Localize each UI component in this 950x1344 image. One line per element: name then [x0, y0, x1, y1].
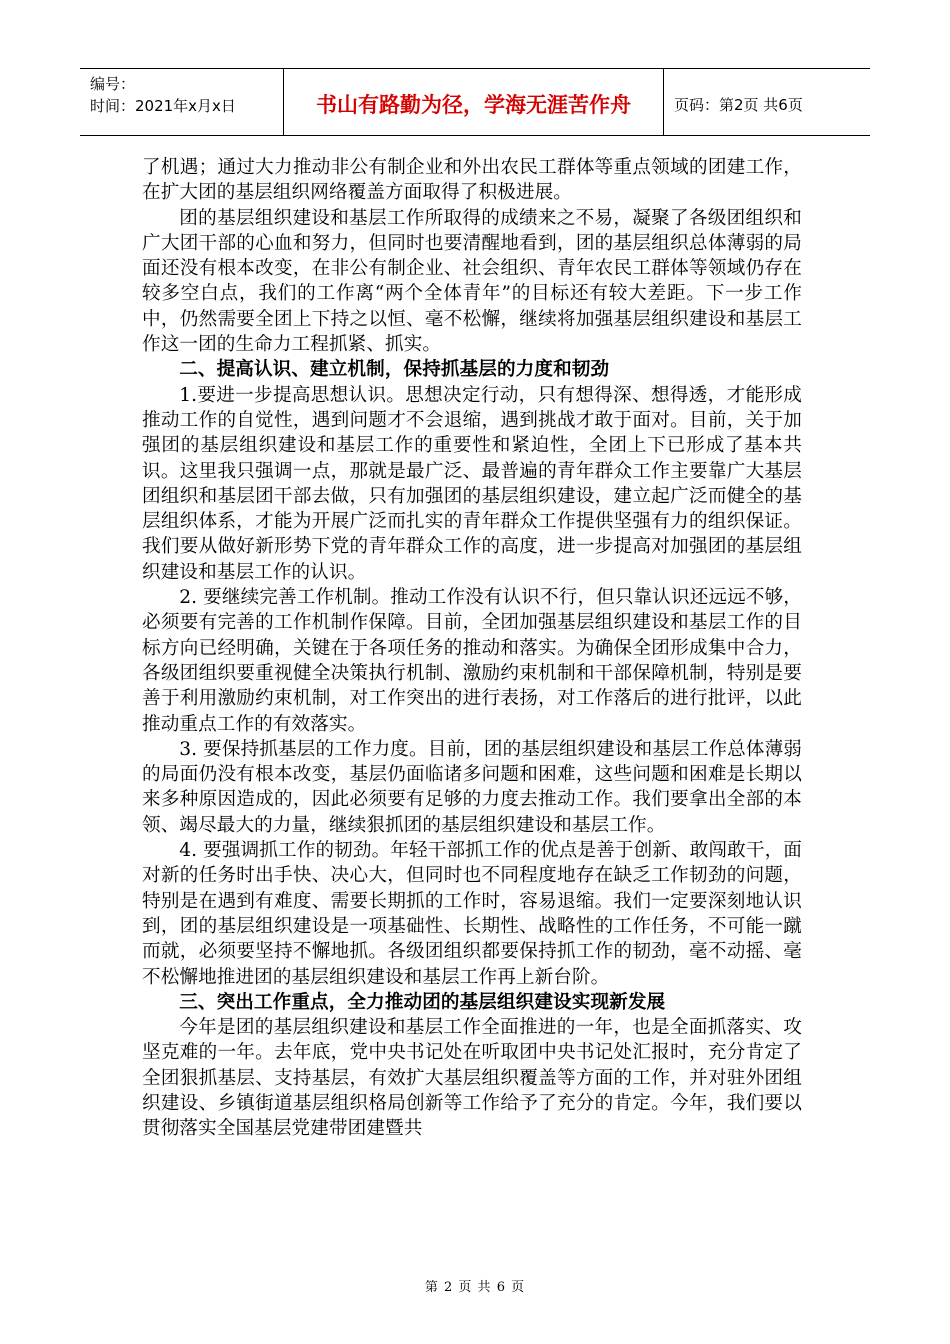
paragraph-1: 了机遇；通过大力推动非公有制企业和外出农民工群体等重点领域的团建工作，在扩大团的基层组织网络覆盖方面取得了积极进展。: [142, 157, 802, 204]
time-label: 时间：2021年x月x日: [90, 97, 236, 115]
paragraph-4: 2. 要继续完善工作机制。推动工作没有认识不行，但只靠认识还远远不够，必须要有完善的工作机制作保障。目前，全团加强基层组织建设和基层工作的目标方向已经明确，关键在于各项任务的推动和落实。为确保全团形成集中合力，各级团组织要重视健全决策执行机制、激励约束机制和干部保障机制，特别是要善于利用激励约束机制，对工作突出的进行表扬，对工作落后的进行批评，以此推动重点工作的有效落实。: [142, 587, 802, 735]
paragraph-5: 3. 要保持抓基层的工作力度。目前，团的基层组织建设和基层工作总体薄弱的局面仍没有根本改变，基层仍面临诸多问题和困难，这些问题和困难是长期以来多种原因造成的，因此必须要有足够的力度去推动工作。我们要拿出全部的本领、竭尽最大的力量，继续狠抓团的基层组织建设和基层工作。: [142, 738, 802, 836]
document-header: [80, 68, 870, 136]
document-body: [142, 155, 802, 1142]
section-heading-2: 二、提高认识、建立机制，保持抓基层的力度和韧劲: [179, 359, 610, 381]
header-motto: 书山有路勤为径，学海无涯苦作舟: [284, 69, 664, 135]
paragraph-7: 今年是团的基层组织建设和基层工作全面推进的一年，也是全面抓落实、攻坚克难的一年。去年底，党中央书记处在听取团中央书记处汇报时，充分肯定了全团狠抓基层、支持基层，有效扩大基层组织覆盖等方面的工作，并对驻外团组织建设、乡镇街道基层组织格局创新等工作给予了充分的肯定。今年，我们要以贯彻落实全国基层党建带团建暨共: [142, 1017, 802, 1140]
paragraph-6: 4. 要强调抓工作的韧劲。年轻干部抓工作的优点是善于创新、敢闯敢干，面对新的任务时出手快、决心大，但同时也不同程度地存在缺乏工作韧劲的问题，特别是在遇到有难度、需要长期抓的工作时，容易退缩。我们一定要深刻地认识到，团的基层组织建设是一项基础性、长期性、战略性的工作任务，不可能一蹴而就，必须要坚持不懈地抓。各级团组织都要保持抓工作的韧劲，毫不动摇、毫不松懈地推进团的基层组织建设和基层工作再上新台阶。: [142, 840, 802, 988]
serial-number-label: 编号：: [90, 75, 136, 93]
paragraph-3: 1.要进一步提高思想认识。思想决定行动，只有想得深、想得透，才能形成推动工作的自觉性，遇到问题才不会退缩，遇到挑战才敢于面对。目前，关于加强团的基层组织建设和基层工作的重要性和紧迫性，全团上下已形成了基本共识。这里我只强调一点，那就是最广泛、最普遍的青年群众工作主要靠广大基层团组织和基层团干部去做，只有加强团的基层组织建设，建立起广泛而健全的基层组织体系，才能为开展广泛而扎实的青年群众工作提供坚强有力的组织保证。我们要从做好新形势下党的青年群众工作的高度，进一步提高对加强团的基层组织建设和基层工作的认识。: [142, 384, 802, 583]
paragraph-2: 团的基层组织建设和基层工作所取得的成绩来之不易，凝聚了各级团组织和广大团干部的心血和努力，但同时也要清醒地看到，团的基层组织总体薄弱的局面还没有根本改变，在非公有制企业、社会组织、青年农民工群体等领域仍存在较多空白点，我们的工作离“两个全体青年”的目标还有较大差距。下一步工作中，仍然需要全团上下持之以恒、毫不松懈，继续将加强基层组织建设和基层工作这一团的生命力工程抓紧、抓实。: [142, 207, 802, 356]
page-footer: 第 2 页 共 6 页: [424, 1280, 526, 1295]
section-heading-3: 三、突出工作重点，全力推动团的基层组织建设实现新发展: [179, 991, 666, 1013]
header-page-info: 页码：第2页 共6页: [674, 95, 803, 114]
header-meta: [80, 69, 284, 135]
